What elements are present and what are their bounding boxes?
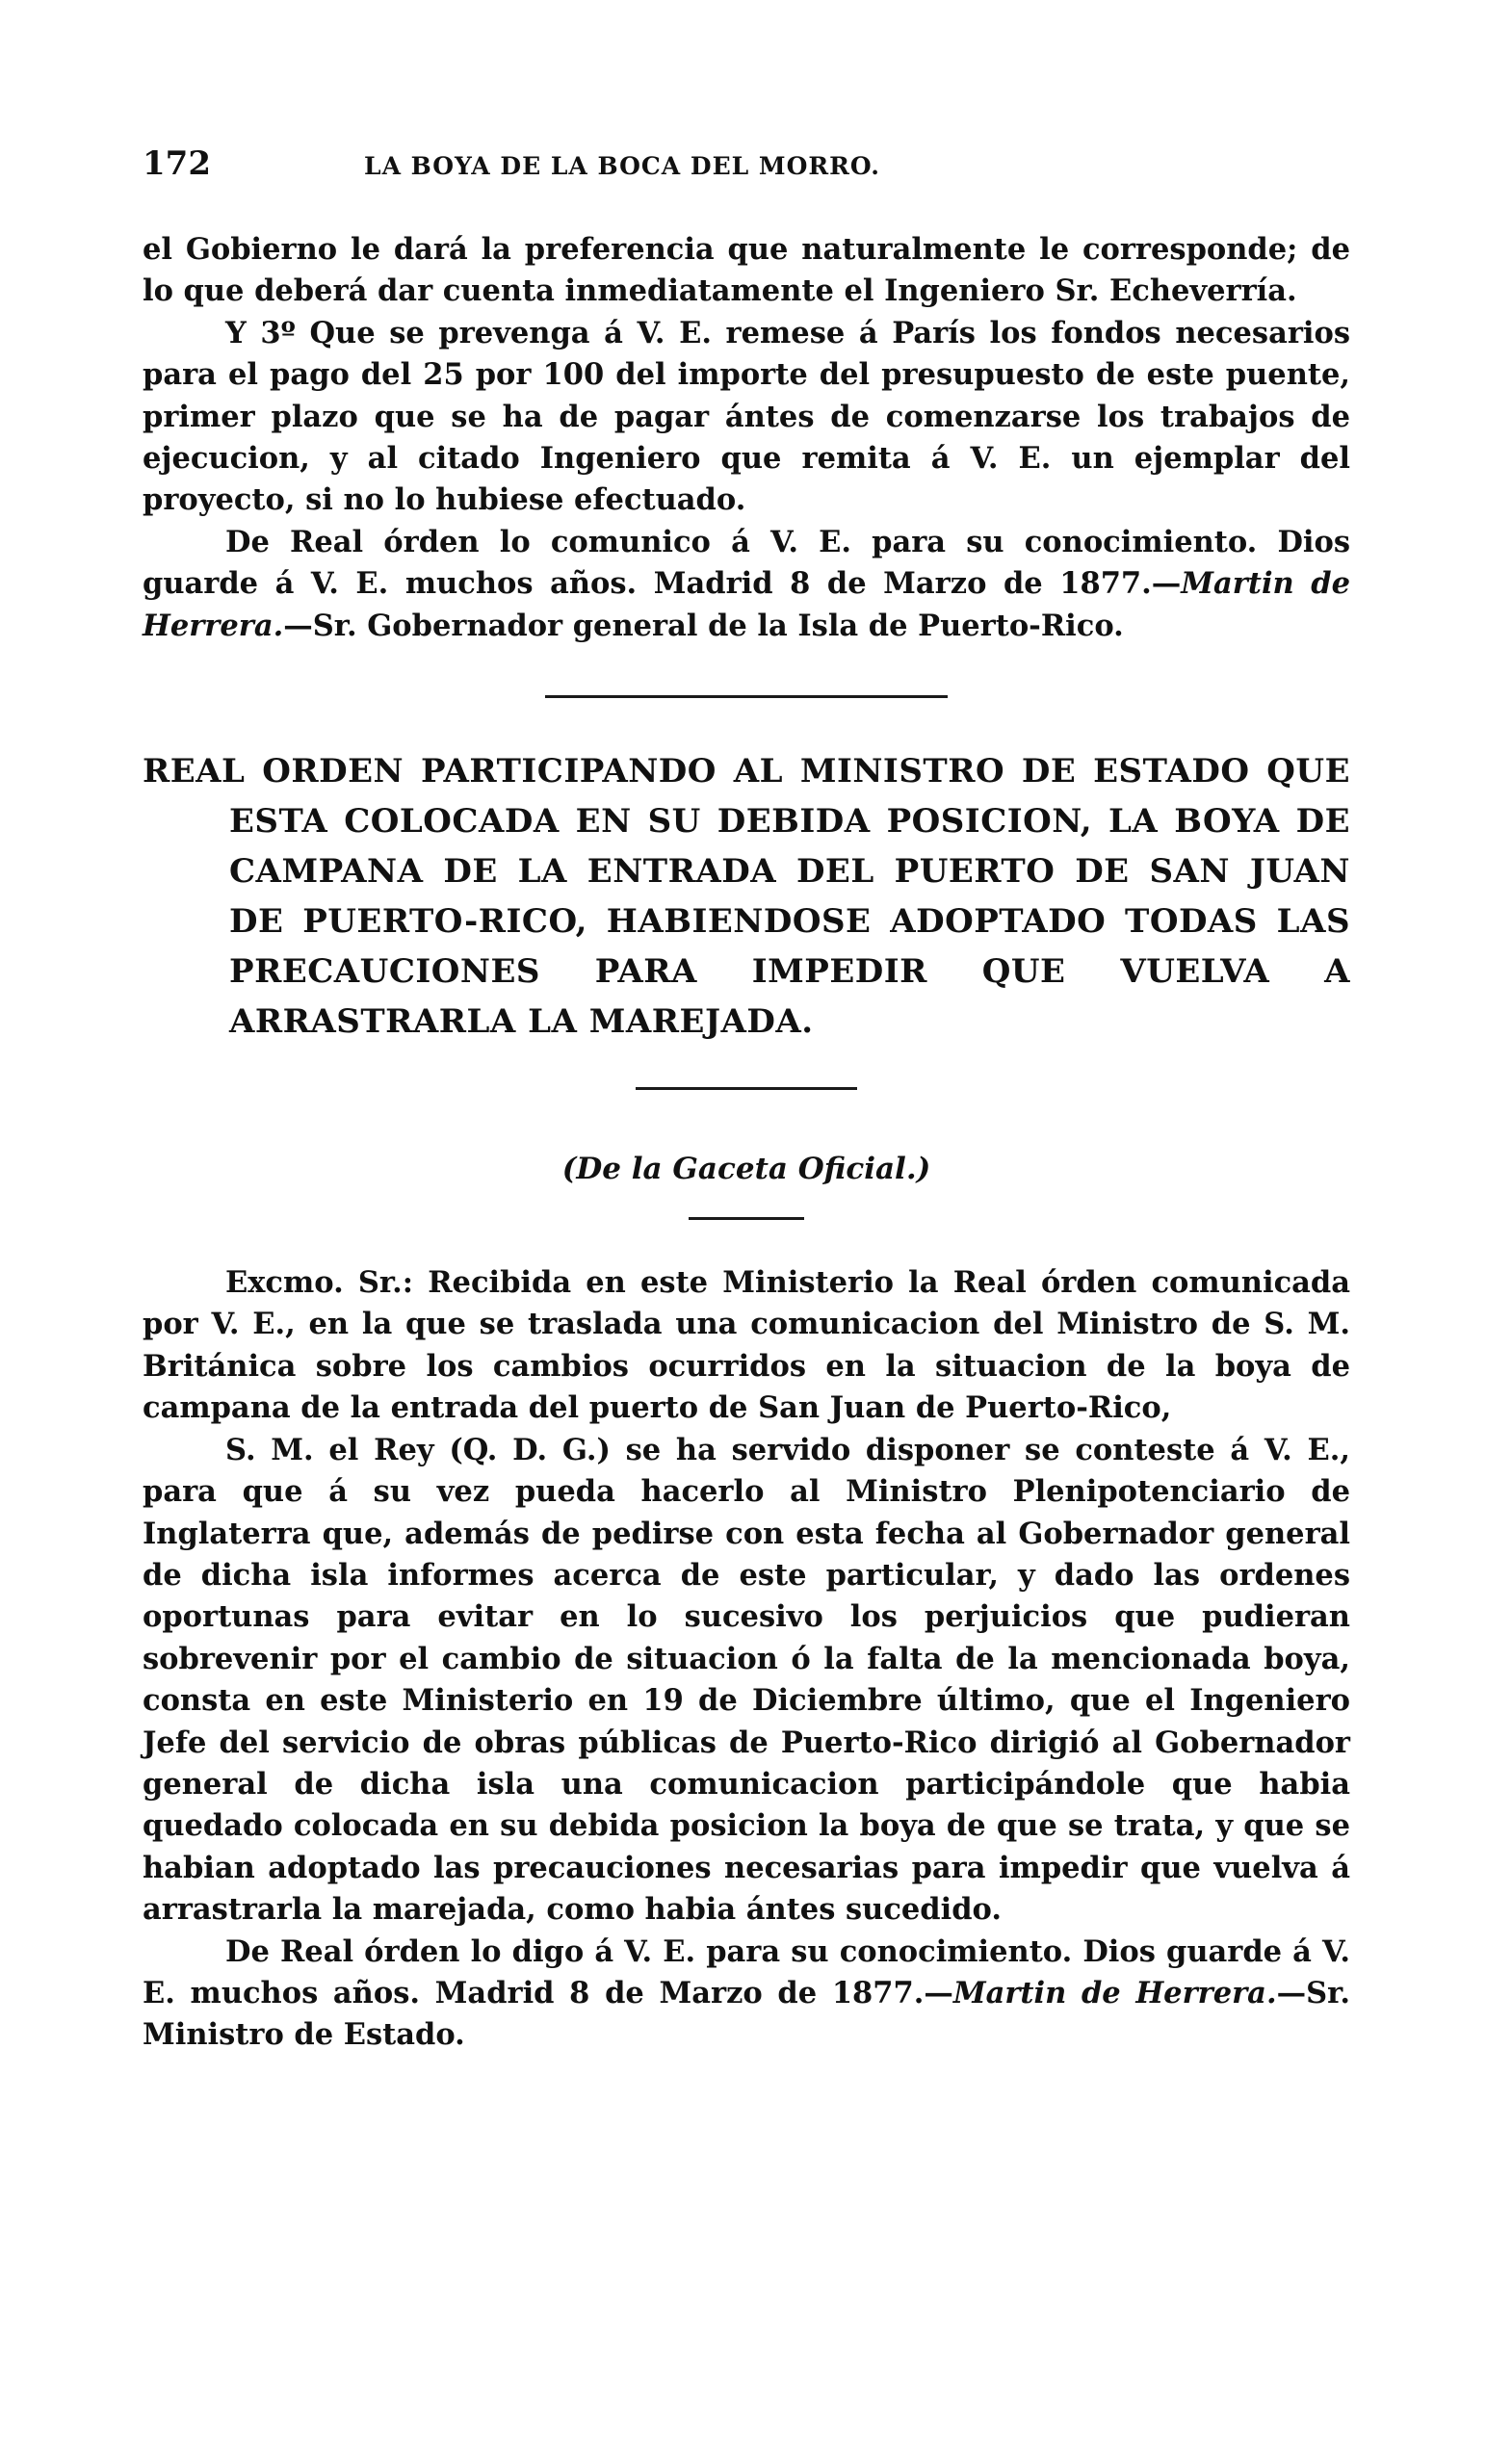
- source-open-paren: (: [561, 1152, 577, 1187]
- addressee-text: —Sr. Ministro de Estado.: [143, 1975, 1350, 2053]
- closing-text: De Real órden lo digo á V. E. para su conocimiento. Dios guarde á V. E. muchos años. Madrid 8 de Marzo de 1877.—: [143, 1933, 1350, 2010]
- section-divider: [545, 695, 948, 698]
- section-heading: REAL ORDEN PARTICIPANDO AL MINISTRO DE ESTADO QUE ESTA COLOCADA EN SU DEBIDA POSICION, LA BOYA DE CAMPANA DE LA ENTRADA DEL PUERTO DE SAN JUAN DE PUERTO-RICO, HABIENDOSE ADOPTADO TODAS LAS PRECAUCIONES PARA IMPEDIR QUE VUELVA A ARRASTRARLA LA MAREJADA.: [143, 752, 1350, 1042]
- continuation-paragraph-1: el Gobierno le dará la preferencia que naturalmente le corresponde; de lo que deberá dar cuenta inmediatamente el Ingeniero Sr. Echeverría.: [143, 232, 1350, 309]
- continuation-paragraph-2: Y 3º Que se prevenga á V. E. remese á París los fondos necesarios para el pago del 25 por 100 del importe del presupuesto de este puente, primer plazo que se ha de pagar ántes de comenzarse los trabajos de ejecucion, y al citado Ingeniero que remita á V. E. un ejemplar del proyecto, si no lo hubiese efectuado.: [143, 315, 1350, 518]
- letter-paragraph-1: Excmo. Sr.: Recibida en este Ministerio la Real órden comunicada por V. E., en la que se traslada una comunicacion del Ministro de S. M. Británica sobre los cambios ocurridos en la situacion de la boya de campana de la entrada del puerto de San Juan de Puerto-Rico,: [143, 1265, 1350, 1426]
- source-close-paren: ): [916, 1152, 931, 1187]
- letter-paragraph-2: S. M. el Rey (Q. D. G.) se ha servido disponer se conteste á V. E., para que á su vez pueda hacerlo al Ministro Plenipotenciario de Inglaterra que, además de pedirse con esta fecha al Gobernador general de dicha isla informes acerca de este particular, y dado las ordenes oportunas para evitar en lo sucesivo los perjuicios que pudieran sobrevenir por el cambio de situacion ó la falta de la mencionada boya, consta en este Ministerio en 19 de Diciembre último, que el Ingeniero Jefe del servicio de obras públicas de Puerto-Rico dirigió al Gobernador general de dicha isla una comunicacion participándole que habia quedado colocada en su debida posicion la boya de que se trata, y que se habian adoptado las precauciones necesarias para impedir que vuelva á arrastrarla la marejada, como habia ántes sucedido.: [143, 1432, 1350, 1928]
- running-head: LA BOYA DE LA BOCA DEL MORRO.: [364, 152, 880, 180]
- heading-divider: [636, 1087, 857, 1090]
- source-citation: [143, 1146, 1350, 1192]
- source-text: De la Gaceta Oficial.: [576, 1152, 917, 1187]
- addressee-text: —Sr. Gobernador general de la Isla de Puerto-Rico.: [283, 608, 1124, 643]
- page-header: [143, 144, 1350, 202]
- source-divider: [689, 1217, 804, 1220]
- page: [143, 144, 1350, 2057]
- letter-closing-paragraph: [143, 1932, 1350, 2057]
- closing-text: De Real órden lo comunico á V. E. para su conocimiento. Dios guarde á V. E. muchos años. Madrid 8 de Marzo de 1877.—: [143, 524, 1350, 602]
- continuation-closing-paragraph: [143, 522, 1350, 647]
- page-number: 172: [143, 144, 211, 183]
- signature-name: Martin de Herrera.: [952, 1975, 1277, 2010]
- signature-name: Martin de Herrera.: [143, 566, 1350, 643]
